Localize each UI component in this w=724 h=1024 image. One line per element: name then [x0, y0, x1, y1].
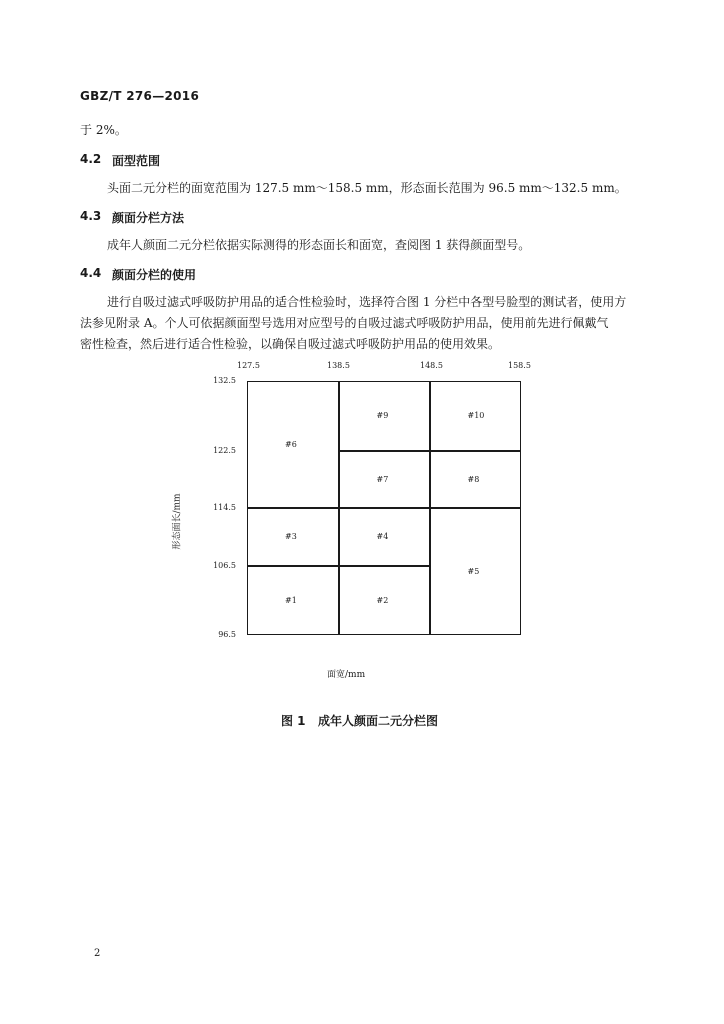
figure-number: 图 1: [281, 714, 306, 728]
panel-cell-label: #5: [467, 566, 480, 576]
section-4-2-title: 面型范围: [112, 154, 161, 168]
section-4-3-text: 成年人颜面二元分栏依据实际测得的形态面长和面宽，查阅图 1 获得颜面型号。: [107, 238, 531, 252]
panel-cell-label: #10: [467, 411, 485, 420]
continuation-text: 于 2%。: [80, 123, 127, 137]
x-axis-label: 面宽/mm: [327, 670, 366, 680]
section-4-4-text-line-3: 密性检查，然后进行适合性检验，以确保自吸过滤式呼吸防护用品的使用效果。: [80, 337, 501, 351]
section-4-3-title: 颜面分栏方法: [112, 211, 185, 225]
y-tick-label: 122.5: [213, 446, 236, 455]
panel-cell-label: #7: [376, 474, 389, 484]
panel-cell-label: #2: [376, 595, 389, 605]
panel-cell-label: #3: [285, 532, 297, 541]
y-tick-label: 106.5: [213, 561, 236, 570]
panel-cell-label: #8: [467, 474, 480, 484]
section-4-4-text-line-2: 法参见附录 A。个人可依据颜面型号选用对应型号的自吸过滤式呼吸防护用品，使用前先进行佩戴气: [80, 316, 609, 330]
section-4-4-text-line-1: 进行自吸过滤式呼吸防护用品的适合性检验时，选择符合图 1 分栏中各型号脸型的测试者，使用方: [107, 295, 627, 309]
y-tick-label: 132.5: [213, 376, 236, 385]
section-4-2-text: 头面二元分栏的面宽范围为 127.5 mm～158.5 mm，形态面长范围为 96.5 mm～132.5 mm。: [107, 181, 627, 195]
figure-caption: 成年人颜面二元分栏图: [318, 714, 439, 728]
document-header: GBZ/T 276—2016: [80, 89, 200, 103]
section-4-3-number: 4.3: [80, 209, 102, 223]
panel-cell-label: #9: [376, 411, 389, 420]
y-tick-label: 114.5: [213, 503, 236, 512]
section-4-2-number: 4.2: [80, 152, 102, 166]
section-4-4-title: 颜面分栏的使用: [112, 268, 197, 282]
panel-cell-label: #4: [376, 532, 389, 541]
x-tick-label: 138.5: [327, 361, 350, 370]
y-tick-label: 96.5: [218, 630, 236, 639]
page-number: 2: [94, 948, 101, 959]
x-tick-label: 127.5: [237, 361, 260, 370]
section-4-4-number: 4.4: [80, 266, 102, 280]
panel-cell-label: #6: [285, 439, 297, 449]
y-axis-label: 形态面长/mm: [172, 493, 183, 550]
panel-cell-label: #1: [285, 595, 297, 605]
x-tick-label: 158.5: [508, 361, 531, 370]
x-tick-label: 148.5: [420, 361, 443, 370]
